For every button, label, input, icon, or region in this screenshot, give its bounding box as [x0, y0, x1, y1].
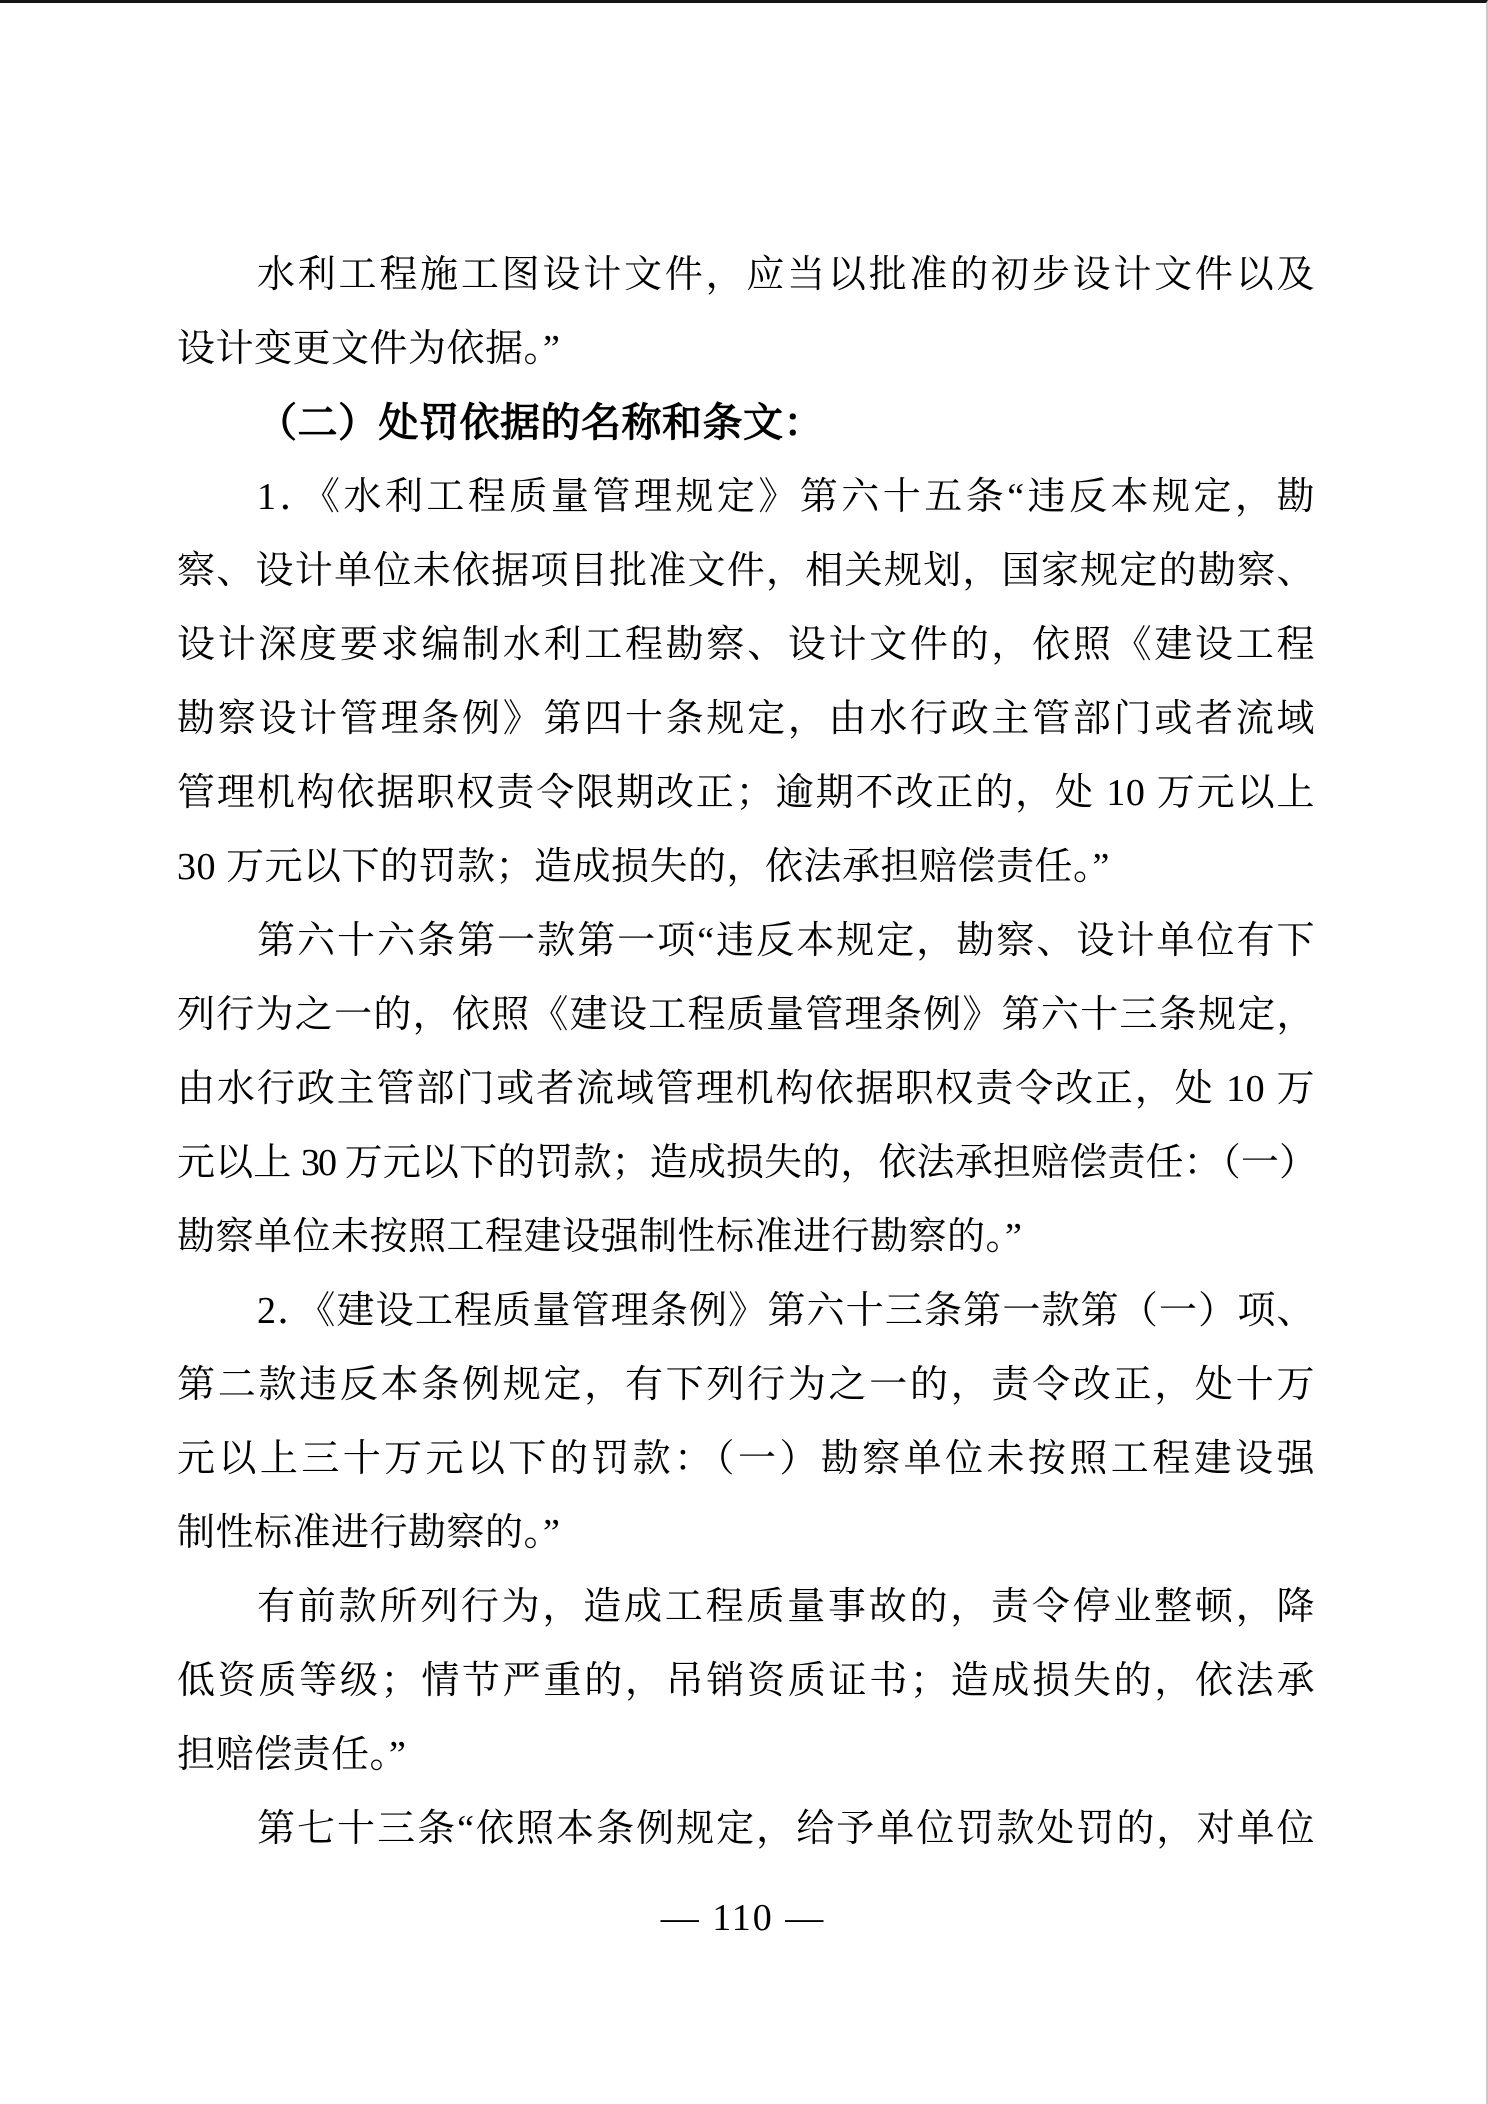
body-line: 设计变更文件为依据。”: [177, 328, 561, 370]
body-line: 第六十六条第一款第一项“违反本规定，勘察、设计单位有下: [257, 920, 1315, 962]
body-line: 元以上三十万元以下的罚款：（一）勘察单位未按照工程建设强: [177, 1438, 1315, 1480]
body-line: 水利工程施工图设计文件，应当以批准的初步设计文件以及: [257, 254, 1315, 296]
document-body: [177, 238, 1315, 1866]
body-line: 有前款所列行为，造成工程质量事故的，责令停业整顿，降: [257, 1586, 1315, 1628]
body-line: 察、设计单位未依据项目批准文件，相关规划，国家规定的勘察、: [177, 550, 1315, 592]
body-line: 由水行政主管部门或者流域管理机构依据职权责令改正，处 10 万: [177, 1068, 1315, 1110]
body-line: 管理机构依据职权责令限期改正；逾期不改正的，处 10 万元以上: [177, 772, 1315, 814]
body-line: 制性标准进行勘察的。”: [177, 1512, 561, 1554]
body-line: 列行为之一的，依照《建设工程质量管理条例》第六十三条规定，: [177, 994, 1315, 1036]
body-line: 第二款违反本条例规定，有下列行为之一的，责令改正，处十万: [177, 1364, 1315, 1406]
body-line: 设计深度要求编制水利工程勘察、设计文件的，依照《建设工程: [177, 624, 1315, 666]
body-line: 元以上 30 万元以下的罚款；造成损失的，依法承担赔偿责任：（一）: [177, 1142, 1315, 1184]
body-line: 勘察设计管理条例》第四十条规定，由水行政主管部门或者流域: [177, 698, 1315, 740]
body-line: 低资质等级；情节严重的，吊销资质证书；造成损失的，依法承: [177, 1660, 1315, 1702]
body-line: 第七十三条“依照本条例规定，给予单位罚款处罚的，对单位: [257, 1808, 1315, 1850]
body-line: 1．《水利工程质量管理规定》第六十五条“违反本规定，勘: [257, 476, 1315, 518]
page-number: — 110 —: [660, 1897, 826, 1939]
section-heading: （二）处罚依据的名称和条文：: [257, 400, 824, 445]
body-line: 30 万元以下的罚款；造成损失的，依法承担赔偿责任。”: [177, 846, 1110, 888]
body-line: 2．《建设工程质量管理条例》第六十三条第一款第（一）项、: [257, 1290, 1315, 1332]
page-footer: [0, 1890, 1486, 1946]
body-line: 勘察单位未按照工程建设强制性标准进行勘察的。”: [177, 1216, 1023, 1258]
body-line: 担赔偿责任。”: [177, 1734, 407, 1776]
